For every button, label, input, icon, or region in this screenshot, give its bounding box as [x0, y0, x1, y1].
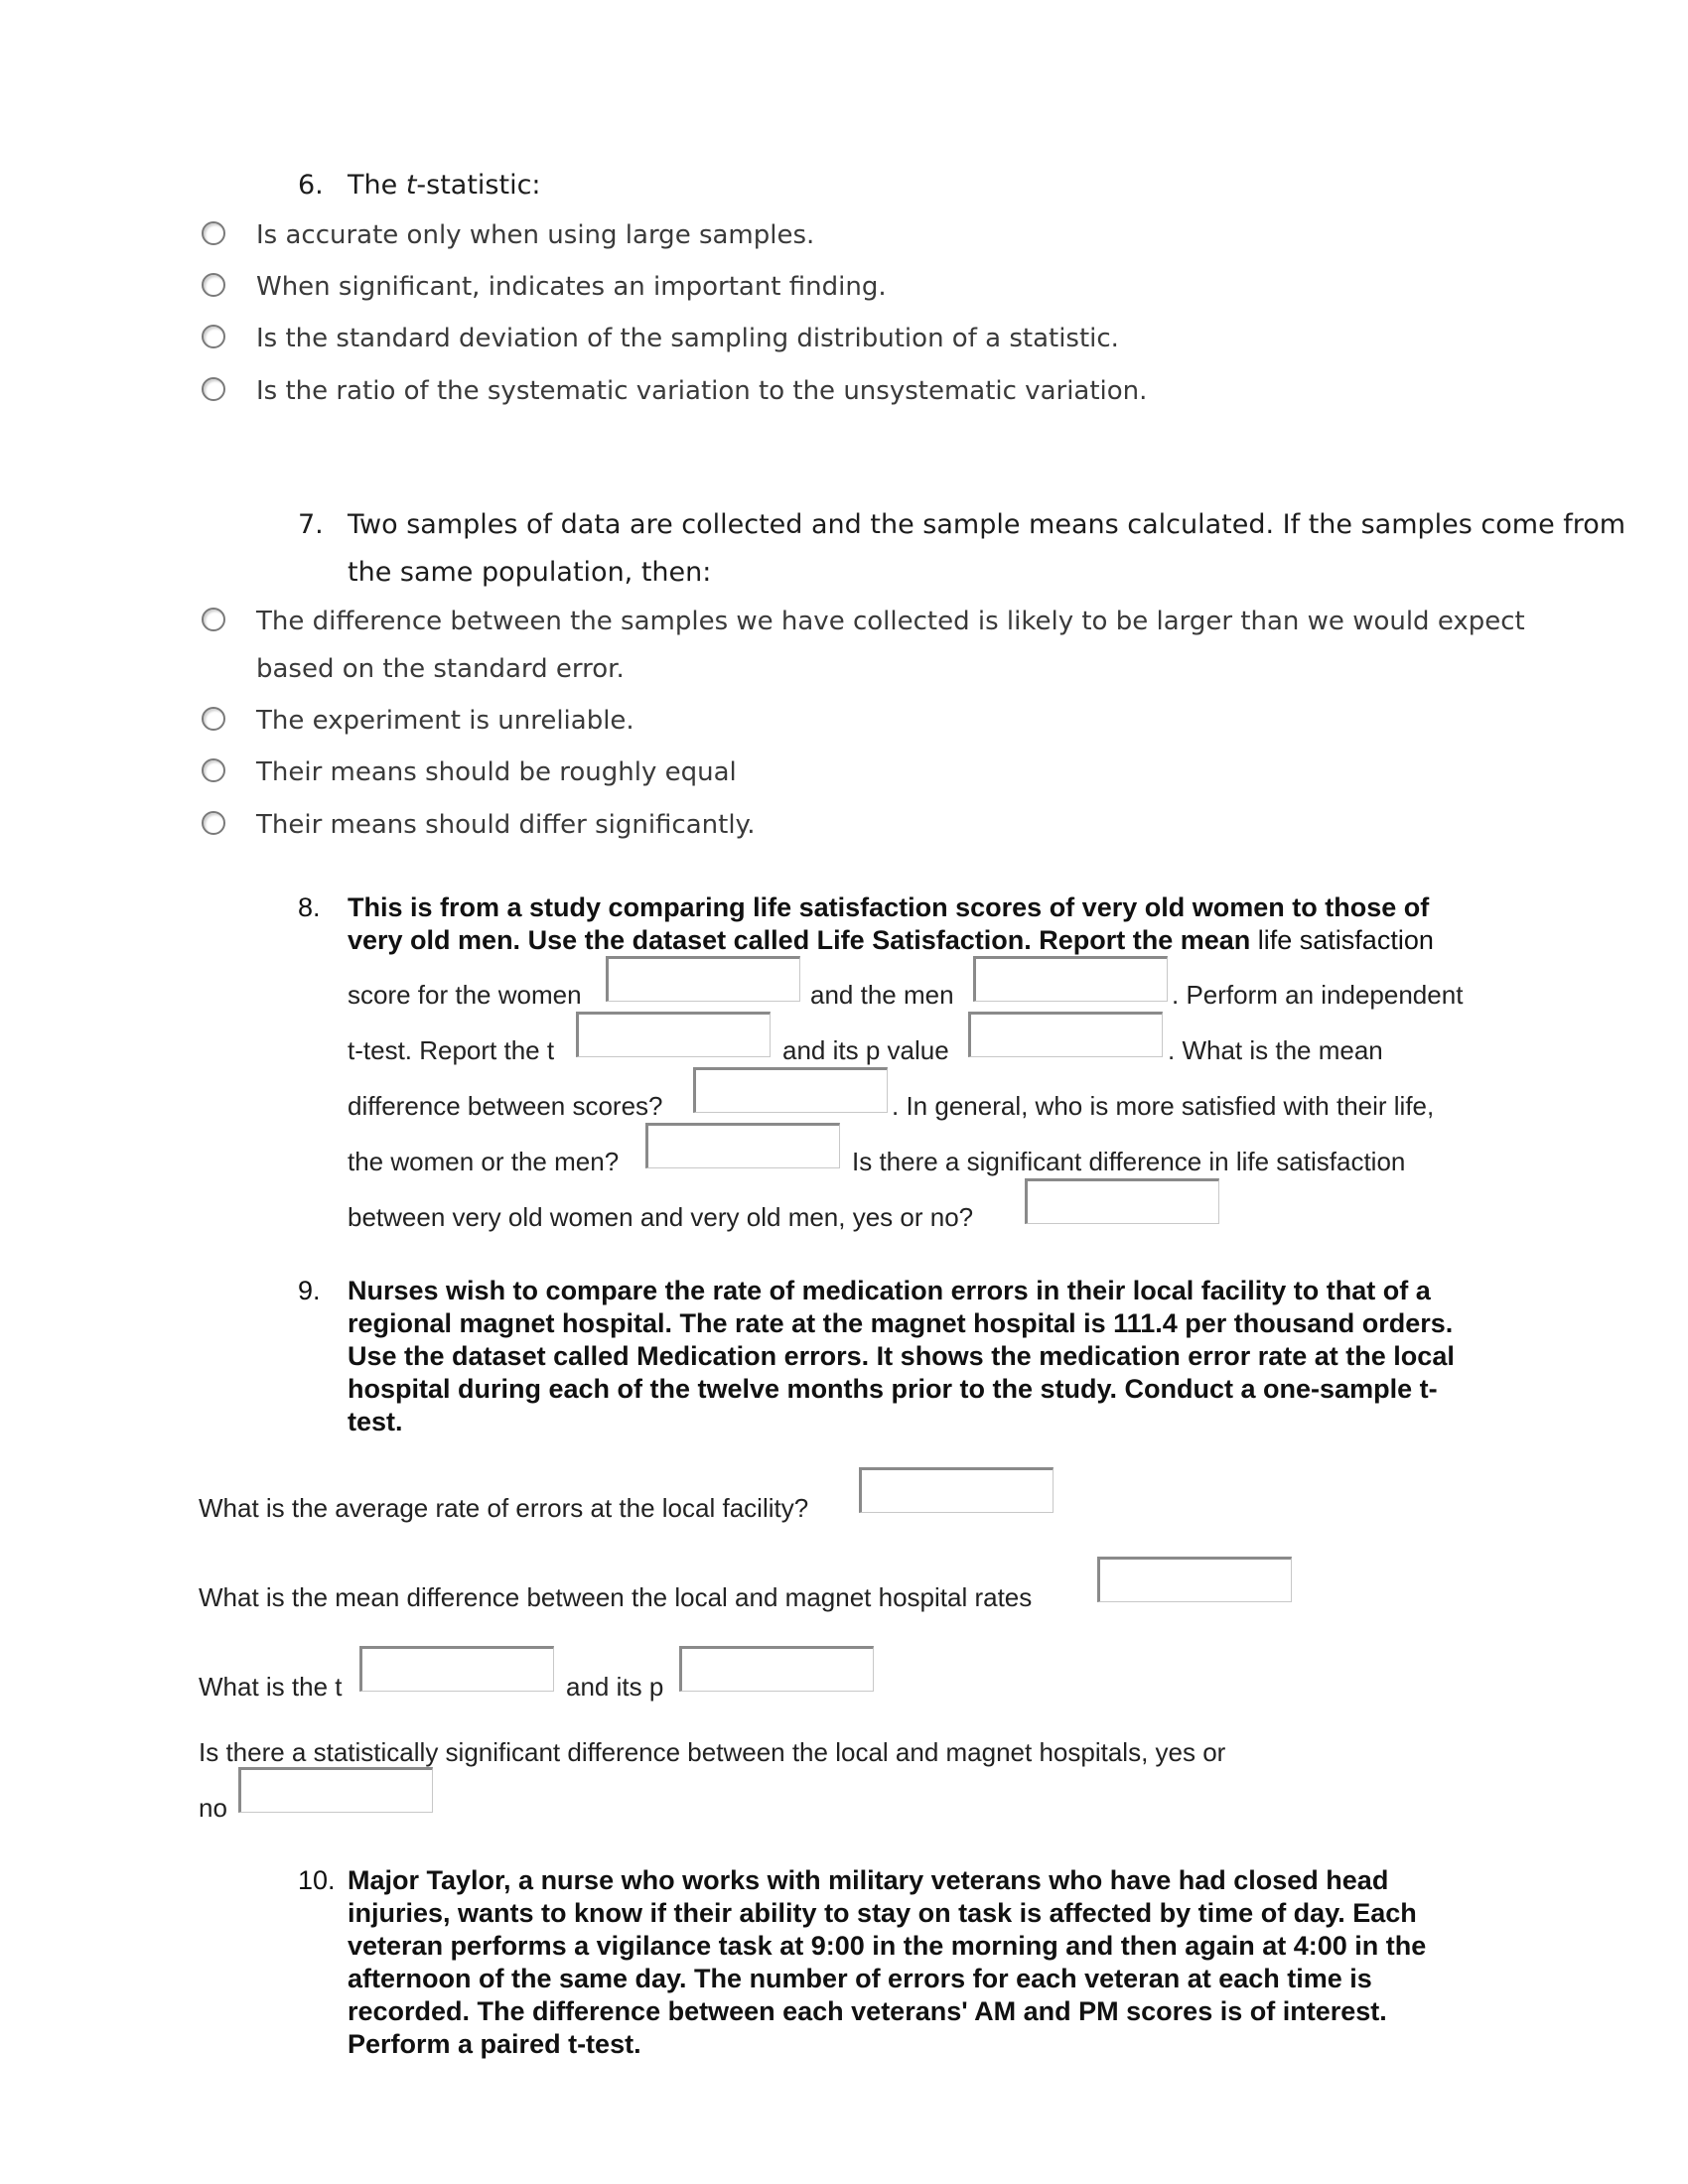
question-text-line-4: hospital during each of the twelve months prior to the study. Conduct a one-sample t- [348, 1374, 1438, 1404]
answer-mean-men-input[interactable] [973, 956, 1168, 1002]
question-text: The t-statistic: [348, 170, 541, 201]
question-text-line-6: Perform a paired t-test. [348, 2029, 641, 2059]
answer-significance-input[interactable] [1025, 1178, 1219, 1224]
option-q7-a-line-1: The difference between the samples we have collected is likely to be larger than we would expect [256, 607, 1525, 636]
question-7-heading [298, 501, 1626, 597]
question-9-heading [298, 1275, 1549, 1438]
label-report-t: t-test. Report the t [348, 1035, 555, 1065]
label-p-value: and its p value [782, 1035, 949, 1065]
answer-mean-women-input[interactable] [606, 956, 800, 1002]
option-q6-c: Is the standard deviation of the sampling distribution of a statistic. [256, 324, 1119, 353]
radio-option-q6-b[interactable] [202, 273, 225, 297]
label-what-is-t: What is the t [199, 1672, 343, 1702]
question-number: 9. [298, 1276, 321, 1305]
question-text-line-3: Use the dataset called Medication errors. It shows the medication error rate at the local [348, 1341, 1455, 1371]
option-q6-b: When significant, indicates an important finding. [256, 272, 887, 302]
question-text-line-2: very old men. Use the dataset called Life Satisfaction. Report the mean life satisfaction [348, 925, 1434, 955]
label-mean-difference-rates: What is the mean difference between the local and magnet hospital rates [199, 1582, 1033, 1612]
answer-significance-hospitals-input[interactable] [238, 1767, 433, 1813]
option-q7-a-line-2: based on the standard error. [256, 654, 625, 684]
answer-t-input[interactable] [576, 1012, 771, 1057]
label-perform-independent: . Perform an independent [1172, 980, 1464, 1010]
label-who-more-satisfied: . In general, who is more satisfied with their life, [892, 1091, 1435, 1121]
question-text-line-1: Nurses wish to compare the rate of medication errors in their local facility to that of a [348, 1276, 1431, 1305]
question-number: 8. [298, 892, 321, 922]
label-score-women: score for the women [348, 980, 582, 1010]
label-significant-hospitals-line-2: no [199, 1793, 227, 1823]
answer-average-rate-input[interactable] [859, 1467, 1054, 1513]
answer-p-input[interactable] [679, 1646, 874, 1692]
question-text-line-5: recorded. The difference between each veterans' AM and PM scores is of interest. [348, 1996, 1387, 2026]
radio-option-q6-a[interactable] [202, 221, 225, 245]
answer-mean-difference-input[interactable] [693, 1067, 888, 1113]
option-q6-a: Is accurate only when using large samples. [256, 220, 815, 250]
question-text-line-1: Two samples of data are collected and the sample means calculated. If the samples come from [348, 509, 1626, 540]
question-text-line-1: Major Taylor, a nurse who works with military veterans who have had closed head [348, 1865, 1389, 1895]
label-average-rate: What is the average rate of errors at the local facility? [199, 1493, 809, 1523]
option-q7-d: Their means should differ significantly. [256, 810, 756, 840]
answer-rate-difference-input[interactable] [1097, 1557, 1292, 1602]
label-and-men: and the men [810, 980, 954, 1010]
question-text-line-1: This is from a study comparing life satisfaction scores of very old women to those of [348, 892, 1430, 922]
radio-option-q6-d[interactable] [202, 377, 225, 401]
label-difference-between-scores: difference between scores? [348, 1091, 663, 1121]
answer-who-more-satisfied-input[interactable] [645, 1123, 840, 1168]
question-text-line-2: injuries, wants to know if their ability to stay on task is affected by time of day. Each [348, 1898, 1417, 1928]
radio-option-q7-b[interactable] [202, 707, 225, 731]
option-q7-c: Their means should be roughly equal [256, 757, 737, 787]
question-6-heading [298, 162, 1489, 209]
option-q6-d: Is the ratio of the systematic variation to the unsystematic variation. [256, 376, 1148, 406]
radio-option-q6-c[interactable] [202, 325, 225, 348]
question-number: 10. [298, 1865, 336, 1895]
label-significant-difference: Is there a significant difference in life satisfaction [852, 1147, 1406, 1176]
label-between-old-women-men: between very old women and very old men, yes or no? [348, 1202, 974, 1232]
answer-t-statistic-input[interactable] [359, 1646, 554, 1692]
answer-p-value-input[interactable] [968, 1012, 1163, 1057]
question-text-line-2: regional magnet hospital. The rate at the magnet hospital is 111.4 per thousand orders. [348, 1308, 1454, 1338]
label-women-or-men: the women or the men? [348, 1147, 620, 1176]
label-what-is-mean: . What is the mean [1168, 1035, 1383, 1065]
label-significant-hospitals-line-1: Is there a statistically significant difference between the local and magnet hospitals, yes or [199, 1737, 1226, 1767]
label-and-its-p: and its p [566, 1672, 664, 1702]
option-q7-b: The experiment is unreliable. [256, 706, 634, 736]
question-text-line-2: the same population, then: [348, 557, 712, 588]
question-text-line-5: test. [348, 1407, 403, 1436]
radio-option-q7-c[interactable] [202, 758, 225, 782]
question-number: 6. [298, 170, 324, 201]
radio-option-q7-a[interactable] [202, 608, 225, 631]
radio-option-q7-d[interactable] [202, 811, 225, 835]
question-text-line-3: veteran performs a vigilance task at 9:00 in the morning and then again at 4:00 in the [348, 1931, 1427, 1961]
question-text-line-4: afternoon of the same day. The number of errors for each veteran at each time is [348, 1964, 1372, 1993]
question-10-heading [298, 1864, 1549, 2061]
question-number: 7. [298, 509, 324, 540]
question-8-heading [298, 891, 1549, 957]
